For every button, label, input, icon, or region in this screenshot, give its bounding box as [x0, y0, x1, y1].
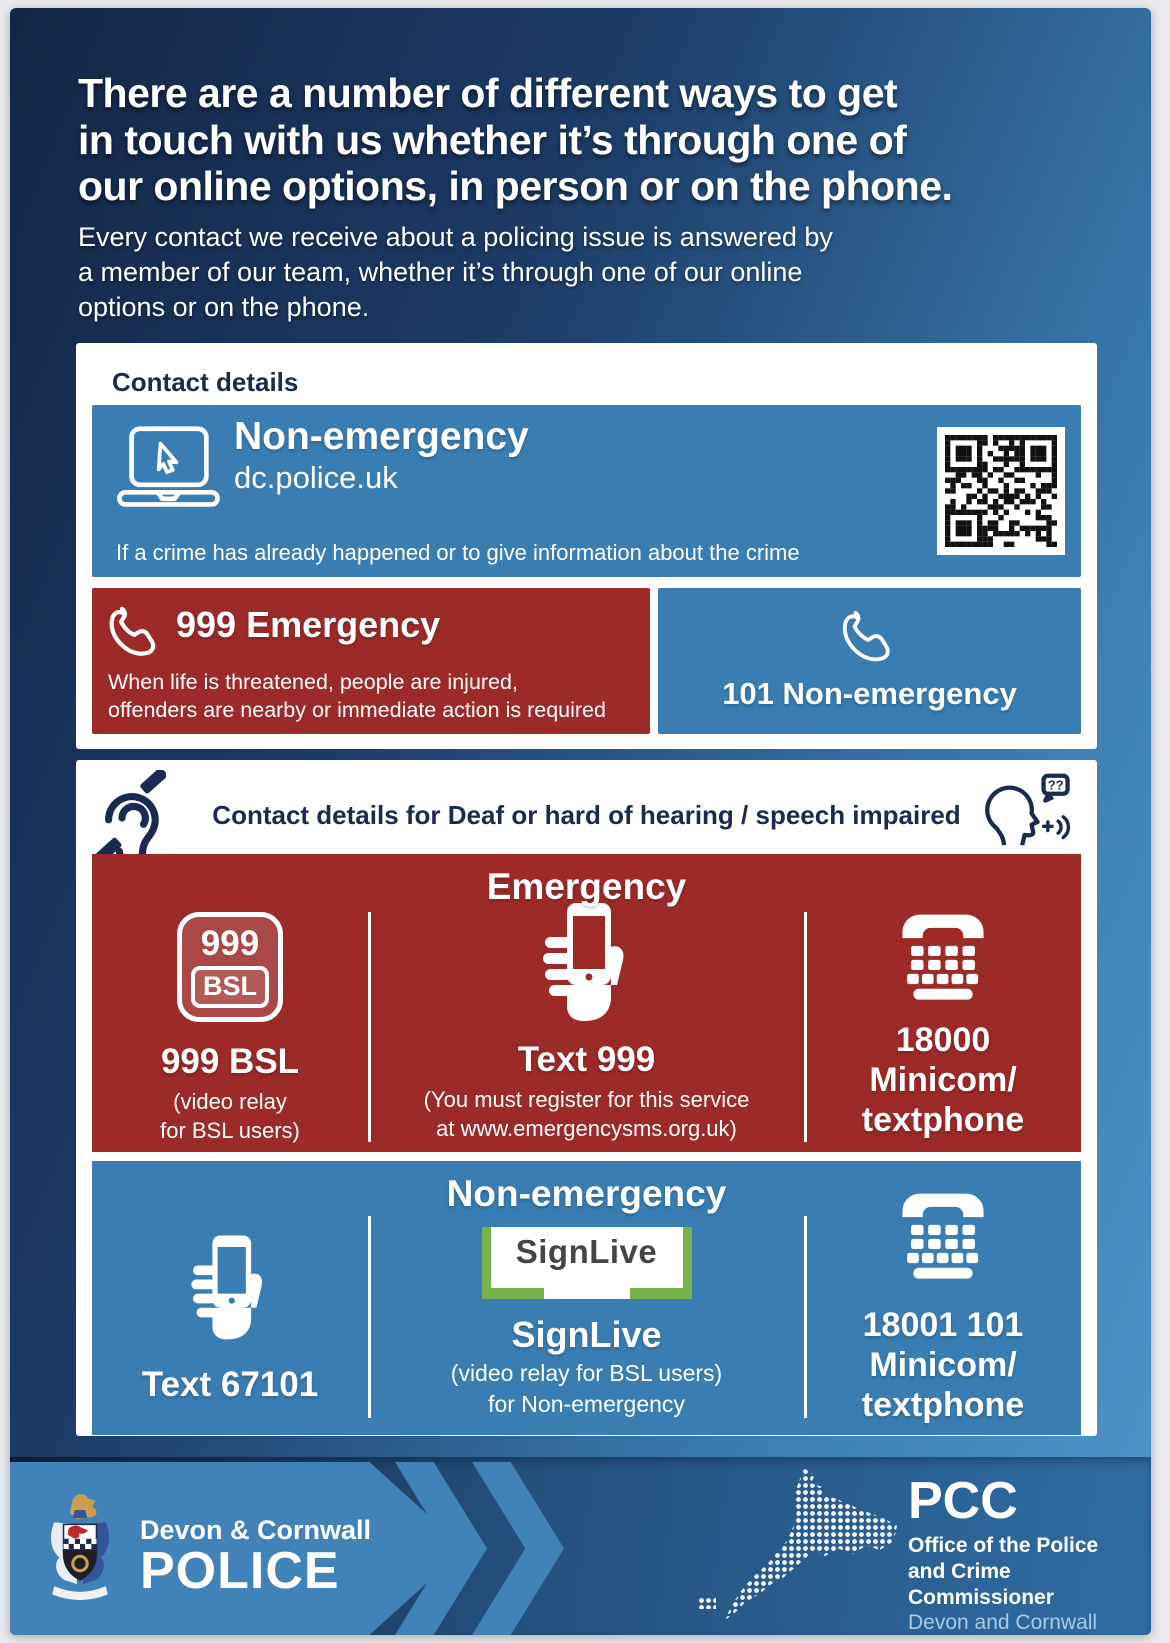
intro-line: a member of our team, whether it’s through one of our online: [78, 257, 803, 288]
non-emergency-101-title: 101 Non-emergency: [722, 676, 1017, 711]
deaf-panel-title: Contact details for Deaf or hard of hearing / speech impaired: [212, 800, 961, 830]
hand-phone-icon: [186, 1233, 274, 1349]
poster: [10, 8, 1151, 1635]
bsl-caption: (video relay for BSL users): [160, 1089, 300, 1144]
bsl-label: 999 BSL: [160, 1042, 300, 1081]
online-non-emergency-box: [92, 405, 1081, 577]
minicom-18001-label: 18001 101 Minicom/ textphone: [861, 1306, 1025, 1425]
signlive-label: SignLive: [511, 1314, 662, 1355]
phone-boxes-row: [92, 588, 1081, 734]
deaf-non-emergency-section: [92, 1161, 1081, 1435]
headline-line: There are a number of different ways to get: [78, 70, 898, 116]
intro-line: Every contact we receive about a policing issue is answered by: [78, 222, 833, 252]
deaf-contact-panel: [76, 760, 1097, 1436]
non-emergency-url: dc.police.uk: [234, 459, 398, 495]
minicom-18000-label: 18000 Minicom/ textphone: [861, 1021, 1025, 1140]
force-name: Devon & Cornwall: [140, 1515, 372, 1545]
column-divider: [804, 912, 807, 1142]
text67101-label: Text 67101: [141, 1365, 319, 1404]
pcc-office-lines: Office of the Police and Crime Commissioner Devon and Cornwall: [908, 1534, 1099, 1635]
signlive-logo-text: SignLive: [515, 1233, 658, 1270]
emergency-999-box: [92, 588, 650, 734]
signlive-caption: (video relay for BSL users) for Non-emergency: [450, 1360, 723, 1417]
pcc-logo-text: PCC: [908, 1472, 1018, 1530]
footer: [10, 1457, 1151, 1635]
emergency-999-title: 999 Emergency: [176, 604, 441, 645]
force-word: POLICE: [140, 1542, 340, 1600]
deaf-emergency-section: [92, 854, 1081, 1152]
intro-line: options or on the phone.: [78, 292, 370, 323]
emergency-grid-title: Emergency: [486, 866, 687, 907]
minicom-icon: [884, 910, 1002, 1002]
text999-caption: (You must register for this service at www.emergencysms.org.uk): [423, 1087, 750, 1142]
column-divider: [804, 1216, 807, 1418]
head-speech-icon: [975, 770, 1071, 850]
phone-receiver-icon: [108, 606, 164, 662]
headline-line: our online options, in person or on the phone.: [78, 163, 953, 210]
contact-details-title: Contact details: [112, 367, 299, 397]
phone-receiver-icon: [841, 610, 899, 668]
speech-bubble-text: ??: [1047, 777, 1064, 793]
dotted-map: [725, 1468, 897, 1620]
signlive-logo: [482, 1227, 692, 1299]
police-crest: [46, 1491, 114, 1601]
column-divider: [368, 1216, 371, 1418]
contact-details-panel: [76, 343, 1097, 749]
emergency-999-description: When life is threatened, people are injured, offenders are nearby or immediate action is required: [108, 670, 606, 723]
text999-label: Text 999: [517, 1040, 656, 1079]
dotted-map-scilly: [698, 1597, 716, 1609]
intro-paragraph: [78, 220, 833, 325]
non-emergency-grid-title: Non-emergency: [446, 1173, 727, 1214]
headline-line: in touch with us whether it’s through one of: [78, 116, 907, 163]
non-emergency-description: If a crime has already happened or to give information about the crime: [116, 540, 800, 565]
bsl-999-icon: 999 BSL: [177, 912, 283, 1022]
non-emergency-title: Non-emergency: [234, 415, 529, 458]
qr-code: [937, 427, 1065, 555]
column-divider: [368, 912, 371, 1142]
laptop-cursor-icon: [116, 425, 220, 511]
non-emergency-101-box: [658, 588, 1081, 734]
hand-phone-icon: [537, 900, 637, 1032]
headline: [78, 70, 952, 210]
